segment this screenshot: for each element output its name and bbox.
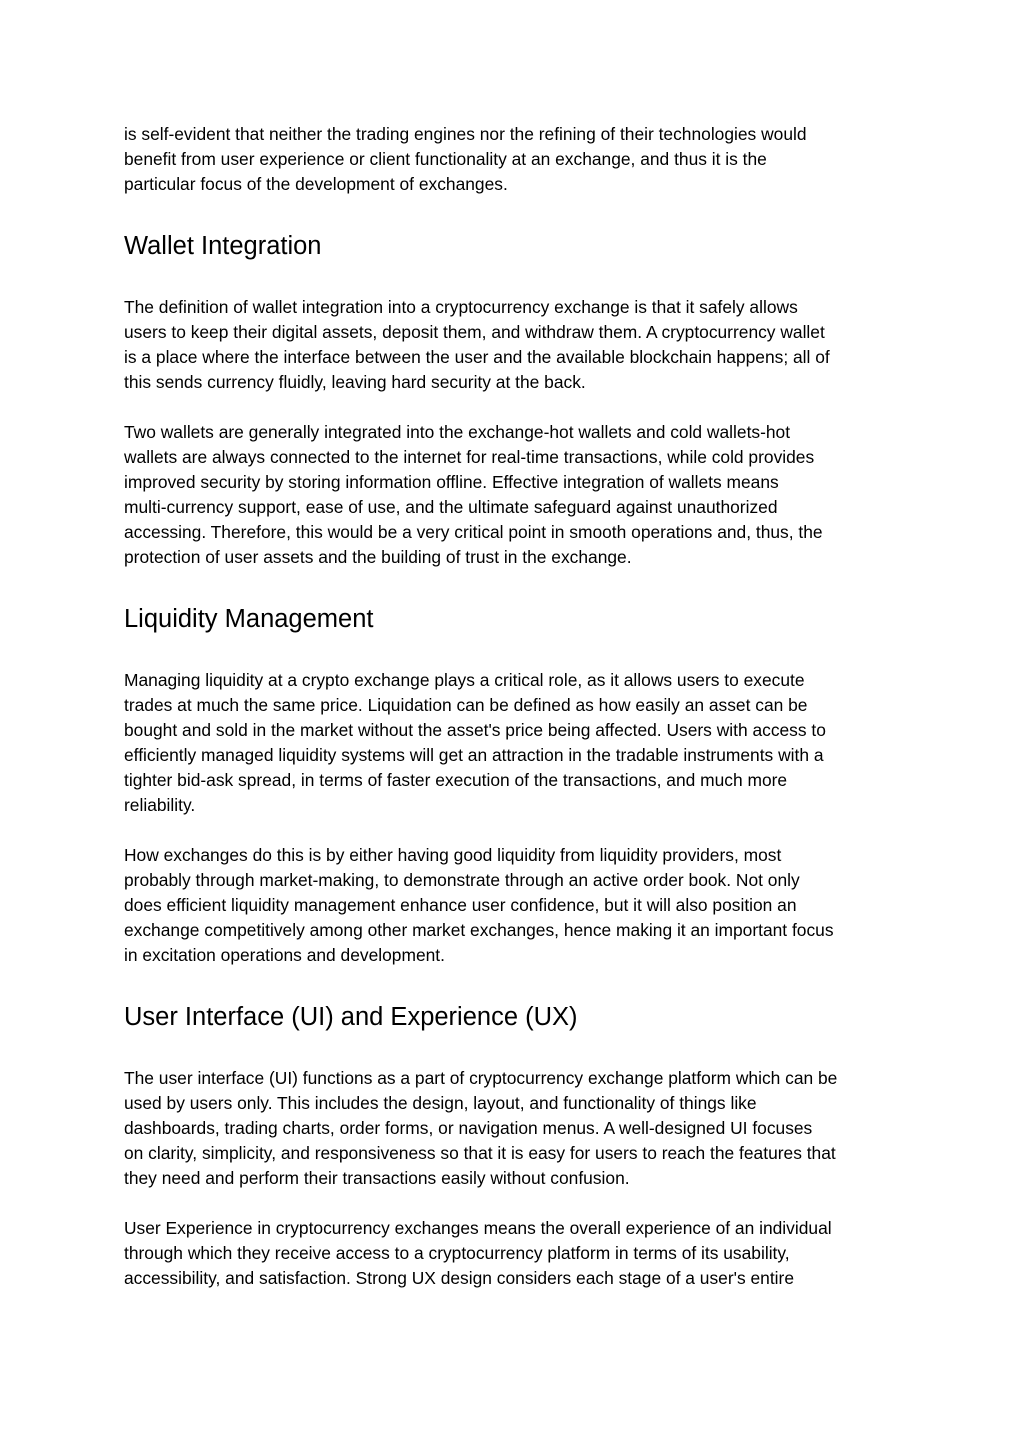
document-page <box>124 122 904 1291</box>
paragraph: User Experience in cryptocurrency exchanges means the overall experience of an individual through which they receive access to a cryptocurrency platform in terms of its usability, accessibility, and satisfaction. Strong UX design considers each stage of a user's entire <box>124 1218 832 1288</box>
paragraph: The definition of wallet integration into a cryptocurrency exchange is that it safely allows users to keep their digital assets, deposit them, and withdraw them. A cryptocurrency wallet is a place where the interface between the user and the available blockchain happens; all of this sends currency fluidly, leaving hard security at the back. <box>124 297 830 392</box>
section-heading-liquidity-management: Liquidity Management <box>124 605 374 633</box>
paragraph: Managing liquidity at a crypto exchange plays a critical role, as it allows users to execute trades at much the same price. Liquidation can be defined as how easily an asset can be bought and sold in the market without the asset's price being affected. Users with access to efficiently managed liquidity systems will get an attraction in the tradable instruments with a tighter bid-ask spread, in terms of faster execution of the transactions, and much more reliability. <box>124 670 826 815</box>
paragraph: Two wallets are generally integrated into the exchange-hot wallets and cold wallets-hot wallets are always connected to the internet for real-time transactions, while cold provides improved security by storing information offline. Effective integration of wallets means multi-currency support, ease of use, and the ultimate safeguard against unauthorized accessing. Therefore, this would be a very critical point in smooth operations and, thus, the protection of user assets and the building of trust in the exchange. <box>124 422 823 567</box>
section-heading-ui-ux: User Interface (UI) and Experience (UX) <box>124 1003 578 1031</box>
intro-paragraph: is self-evident that neither the trading engines nor the refining of their technologies would benefit from user experience or client functionality at an exchange, and thus it is the particular focus of the development of exchanges. <box>124 124 807 194</box>
paragraph: The user interface (UI) functions as a part of cryptocurrency exchange platform which can be used by users only. This includes the design, layout, and functionality of things like dashboards, trading charts, order forms, or navigation menus. A well-designed UI focuses on clarity, simplicity, and responsiveness so that it is easy for users to reach the features that they need and perform their transactions easily without confusion. <box>124 1068 838 1188</box>
section-heading-wallet-integration: Wallet Integration <box>124 232 322 260</box>
paragraph: How exchanges do this is by either having good liquidity from liquidity providers, most probably through market-making, to demonstrate through an active order book. Not only does efficient liquidity management enhance user confidence, but it will also position an exchange competitively among other market exchanges, hence making it an important focus in excitation operations and development. <box>124 845 834 965</box>
